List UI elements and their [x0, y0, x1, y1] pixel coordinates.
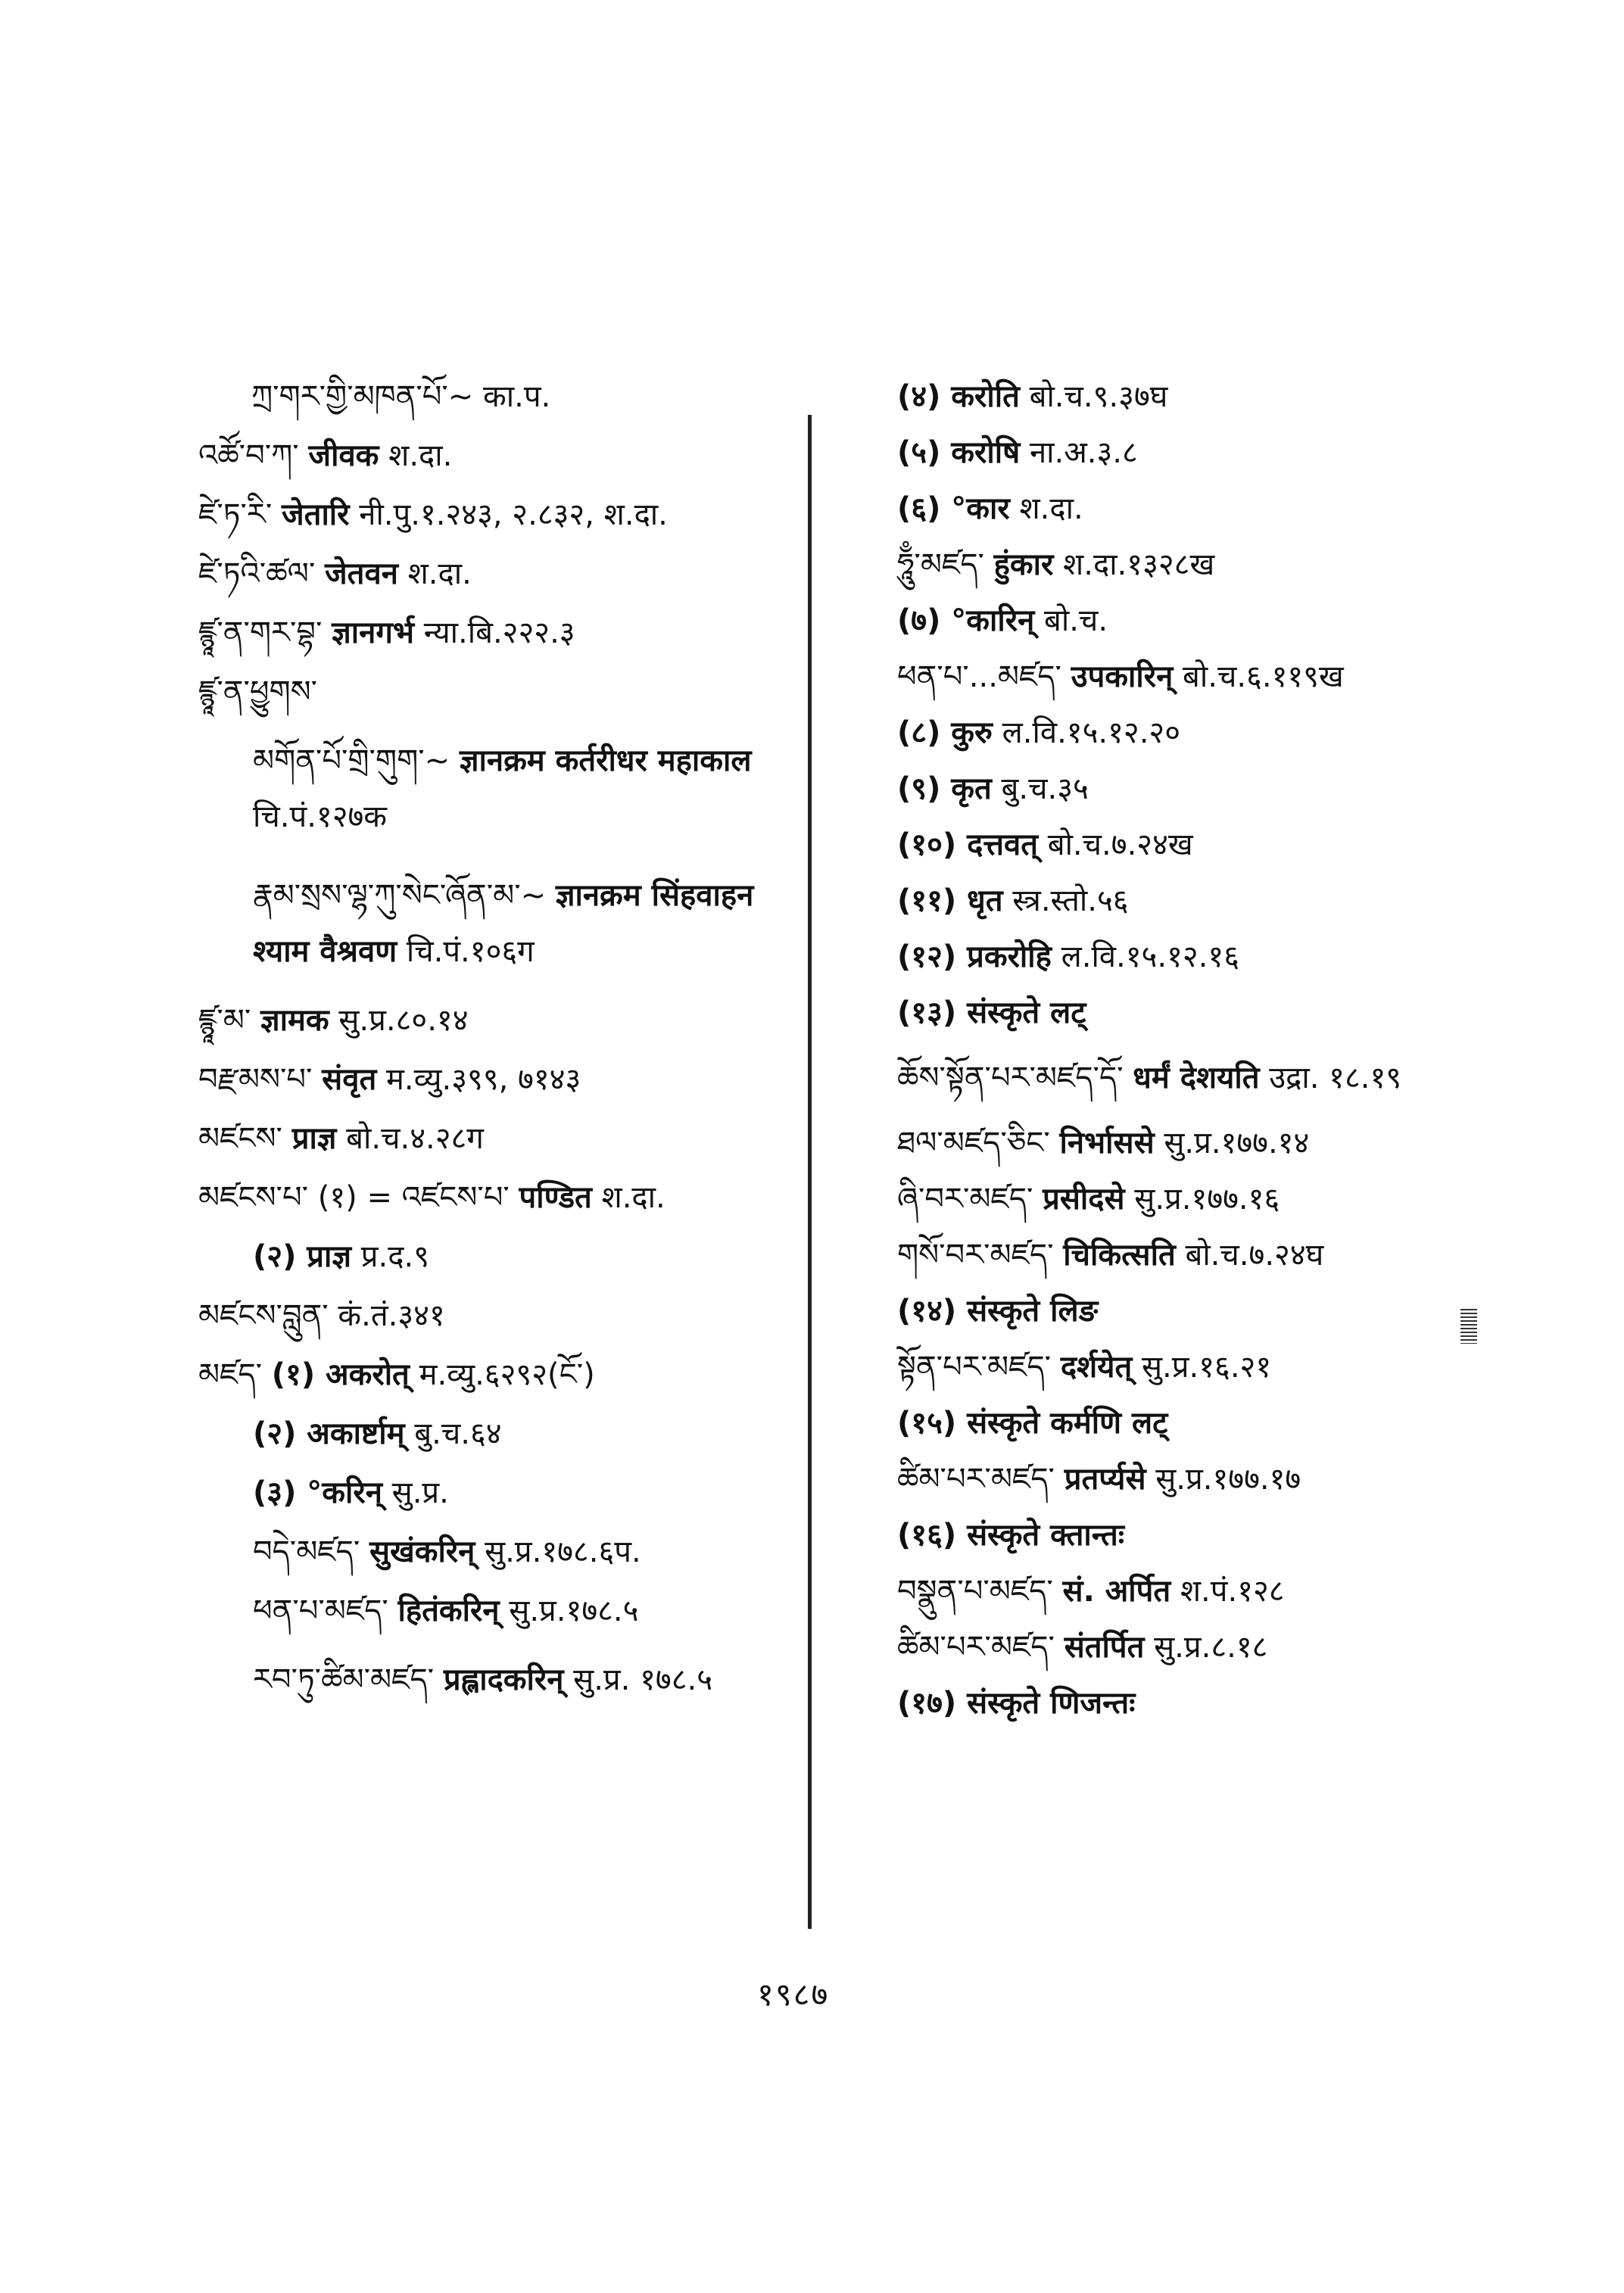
tibetan-term: མཛད་: [198, 1357, 263, 1392]
sanskrit-equivalent: प्रसीदसे: [1043, 1182, 1125, 1217]
entry: [897, 603, 1473, 639]
entry: [198, 1416, 804, 1452]
reference: ना.अ.३.८: [1029, 435, 1138, 470]
entry: [897, 379, 1473, 415]
sanskrit-equivalent: प्राज्ञ: [291, 1121, 337, 1156]
sanskrit-equivalent: (५) करोषि: [897, 435, 1021, 470]
sanskrit-equivalent: (४) करोति: [897, 379, 1020, 414]
reference: प्र.द.९: [360, 1239, 430, 1274]
entry: [897, 883, 1473, 919]
sanskrit-equivalent: (१४) संस्कृते लिङ: [897, 1294, 1099, 1329]
reference: सु.प्र.१७७.१७: [1155, 1462, 1301, 1497]
entry: [198, 1238, 804, 1275]
reference: चि.पं.१०६ग: [406, 934, 535, 969]
tibetan-term: ཛྙཱ་ན་གར་བྷ་: [198, 615, 323, 650]
reference: बो.च.४.२८ग: [346, 1121, 484, 1156]
sanskrit-equivalent: प्रह्लादकरिन्: [443, 1662, 564, 1697]
sanskrit-equivalent: धर्मं देशयति: [1133, 1061, 1260, 1095]
entry: [198, 1061, 804, 1098]
entry: [897, 995, 1473, 1031]
entry: [897, 1181, 1473, 1217]
column-divider: [808, 415, 812, 1929]
sanskrit-equivalent: ज्ञानगर्भ: [332, 615, 414, 650]
sanskrit-equivalent: (१) अकरोत्: [271, 1357, 410, 1392]
entry: [897, 435, 1473, 471]
reference: बो.च.६.११९ख: [1183, 659, 1344, 694]
sanskrit-equivalent: हितंकरिन्: [397, 1594, 500, 1628]
tibetan-term: མཛངས་པ་ (१) = འཛངས་པ་: [198, 1180, 510, 1215]
reference: बो.च.७.२४ख: [1047, 827, 1193, 862]
entry: [897, 1461, 1473, 1497]
sanskrit-equivalent: सं. अर्पित: [1062, 1574, 1171, 1609]
entry: [198, 1593, 804, 1629]
reference: बु.च.६४: [414, 1416, 502, 1451]
sanskrit-equivalent: (१०) दत्तवत्: [897, 827, 1039, 862]
reference: बो.च.: [1044, 603, 1108, 638]
entry: [198, 1298, 804, 1334]
reference: श.दा.१३२८ख: [1063, 547, 1215, 582]
entry: [198, 438, 804, 474]
sanskrit-equivalent: प्रतर्प्यसे: [1064, 1462, 1146, 1497]
entry: [198, 556, 804, 592]
sanskrit-equivalent: (११) धृत: [897, 883, 1003, 918]
entry: [897, 1125, 1473, 1161]
entry: [897, 1349, 1473, 1385]
sanskrit-equivalent: (२) प्राज्ञ: [253, 1239, 352, 1274]
sanskrit-equivalent: (८) कुरु: [897, 715, 993, 750]
entry: [198, 1002, 804, 1039]
tibetan-term: རབ་ཏུ་ཚིམ་མཛད་: [253, 1662, 435, 1697]
entry: [897, 771, 1473, 807]
reference: सु.प्र.१७७.१४: [1164, 1126, 1310, 1161]
sanskrit-equivalent: पण्डित: [519, 1180, 592, 1215]
sanskrit-equivalent: जेतवन: [324, 556, 398, 591]
reference: बो.च.९.३७घ: [1029, 379, 1168, 414]
reference: सु.प्र.८.१८: [1154, 1630, 1268, 1665]
entry: [198, 379, 804, 415]
sanskrit-equivalent: हुंकार: [993, 547, 1054, 582]
entry: [897, 939, 1473, 975]
entry: [198, 674, 804, 710]
reference: चि.पं.१२७क: [253, 799, 388, 834]
tibetan-term: ཛེ་ཏའི་ཚལ་: [198, 556, 316, 591]
entry: [897, 1685, 1473, 1721]
tibetan-term: ཐལ་མཛད་ཅིང་: [897, 1126, 1050, 1161]
tibetan-term: ཛྙཱ་ན་ཕྱུགས་: [198, 675, 318, 709]
tibetan-term: ཚིམ་པར་མཛད་: [897, 1462, 1055, 1497]
reference: सु.प्र. १७८.५: [573, 1662, 713, 1697]
entry: [198, 868, 804, 980]
sanskrit-equivalent: (१२) प्रकरोहि: [897, 939, 1052, 974]
entry: [198, 733, 804, 845]
entry: [198, 1179, 804, 1216]
entry: [897, 1237, 1473, 1273]
tibetan-term: མགོན་པོ་གྲི་གུག་~: [253, 743, 450, 778]
entry: [897, 1051, 1473, 1105]
tibetan-term: མཛངས་བླུན་: [198, 1298, 329, 1333]
sanskrit-equivalent: (१७) संस्कृते णिजन्तः: [897, 1686, 1136, 1721]
sanskrit-equivalent: ज्ञानक्रम कर्तरीधर महाकाल: [459, 743, 752, 778]
sanskrit-equivalent: (९) कृत: [897, 771, 992, 806]
entry: [897, 715, 1473, 751]
tibetan-term: ཛྙཱ་མ་: [198, 1003, 251, 1038]
sanskrit-equivalent: संतर्पित: [1064, 1630, 1145, 1665]
tibetan-term: གསོ་བར་མཛད་: [897, 1238, 1054, 1273]
tibetan-term: ཧཱུྃ་མཛད་: [897, 547, 984, 582]
sanskrit-equivalent: ज्ञानक्रम सिंहवाहन श्याम वैश्रवण: [253, 878, 754, 969]
tibetan-term: ཚིམ་པར་མཛད་: [897, 1630, 1055, 1665]
entry: [897, 547, 1473, 583]
entry: [198, 1652, 804, 1708]
entry: [198, 1534, 804, 1570]
sanskrit-equivalent: निर्भाससे: [1059, 1126, 1155, 1161]
sanskrit-equivalent: (१५) संस्कृते कर्मणि लट्: [897, 1406, 1168, 1441]
reference: सु.प्र.१७७.१६: [1134, 1182, 1280, 1217]
sanskrit-equivalent: ज्ञामक: [260, 1003, 329, 1038]
tibetan-term: བསྣུན་པ་མཛད་: [897, 1574, 1053, 1609]
sanskrit-equivalent: (३) °करिन्: [253, 1475, 382, 1510]
entry: [897, 1517, 1473, 1553]
sanskrit-equivalent: (१३) संस्कृते लट्: [897, 995, 1086, 1030]
reference: सु.प्र.१७८.५: [509, 1594, 639, 1628]
tibetan-term: ཆོས་སྟོན་པར་མཛད་དོ་: [897, 1061, 1124, 1095]
reference: म.व्यु.६२९२(ངོ་): [419, 1357, 595, 1392]
page-number: १९८७: [757, 1976, 830, 2013]
entry: [198, 1357, 804, 1393]
tibetan-term: སྟོན་པར་མཛད་: [897, 1350, 1052, 1385]
sanskrit-equivalent: (६) °कार: [897, 491, 1010, 526]
entry: [897, 1629, 1473, 1665]
tibetan-term: ཕན་པ་མཛད་: [253, 1594, 388, 1628]
reference: उद्रा. १८.१९: [1269, 1061, 1402, 1095]
scan-edge-mark: [1460, 1309, 1477, 1344]
entry: [897, 1573, 1473, 1609]
reference: सु.प्र.८०.१४: [338, 1003, 469, 1038]
sanskrit-equivalent: चिकित्सति: [1063, 1238, 1176, 1273]
tibetan-term: བདེ་མཛད་: [253, 1534, 360, 1569]
sanskrit-equivalent: (७) °कारिन्: [897, 603, 1035, 638]
sanskrit-equivalent: जेतारि: [281, 497, 350, 532]
reference: बो.च.७.२४घ: [1185, 1238, 1324, 1273]
reference: न्या.बि.२२२.३: [423, 615, 575, 650]
entry: [897, 827, 1473, 863]
tibetan-term: ཞི་བར་མཛད་: [897, 1182, 1033, 1217]
reference: श.दा.: [1019, 491, 1083, 526]
entry: [897, 1293, 1473, 1329]
entry: [897, 659, 1473, 695]
reference: का.प.: [483, 379, 551, 414]
reference: नी.पु.१.२४३, २.८३२, श.दा.: [359, 497, 668, 532]
reference: ल.वि.१५.१२.२०: [1002, 715, 1181, 750]
tibetan-term: མཛངས་: [198, 1121, 282, 1156]
sanskrit-equivalent: (२) अकार्ष्टाम्: [253, 1416, 405, 1451]
reference: सु.प्र.१६.२१: [1141, 1350, 1272, 1385]
sanskrit-equivalent: संवृत: [322, 1062, 377, 1097]
entry: [897, 1405, 1473, 1441]
entry: [198, 497, 804, 533]
reference: श.दा.: [388, 438, 453, 473]
sanskrit-equivalent: उपकारिन्: [1071, 659, 1174, 694]
reference: श.पं.१२८: [1180, 1574, 1285, 1609]
reference: श.दा.: [601, 1180, 665, 1215]
left-column: [198, 379, 804, 1731]
entry: [198, 1120, 804, 1157]
reference: स्त्र.स्तो.५६: [1012, 883, 1129, 918]
tibetan-term: འཚོ་བ་ཀ་: [198, 438, 299, 473]
tibetan-term: ཛེ་ཏ་རི་: [198, 497, 273, 532]
reference: सु.प्र.१७८.६प.: [485, 1534, 641, 1569]
sanskrit-equivalent: दर्शयेत्: [1060, 1350, 1133, 1385]
sanskrit-equivalent: जीवक: [308, 438, 379, 473]
entry: [198, 1475, 804, 1511]
tibetan-term: བརྫམས་པ་: [198, 1062, 313, 1097]
tibetan-term: རྣམ་སྲས་ལྷ་ཀུ་སེང་ཞོན་མ་~: [253, 878, 547, 913]
reference: ल.वि.१५.१२.१६: [1061, 939, 1239, 974]
reference: श.दा.: [407, 556, 472, 591]
tibetan-term: ཕན་པ་...མཛད་: [897, 659, 1061, 694]
reference: म.व्यु.३९९, ७१४३: [385, 1062, 581, 1097]
tibetan-term: ཀྲ་གར་གྱི་མཁན་པོ་~: [251, 379, 474, 414]
reference: कं.तं.३४१: [338, 1298, 445, 1333]
reference: बु.च.३५: [1001, 771, 1089, 806]
reference: सु.प्र.: [391, 1475, 449, 1510]
sanskrit-equivalent: सुखंकरिन्: [369, 1534, 475, 1569]
entry: [897, 491, 1473, 527]
right-column: [897, 379, 1473, 1741]
sanskrit-equivalent: (१६) संस्कृते क्तान्तः: [897, 1518, 1124, 1553]
entry: [198, 615, 804, 651]
